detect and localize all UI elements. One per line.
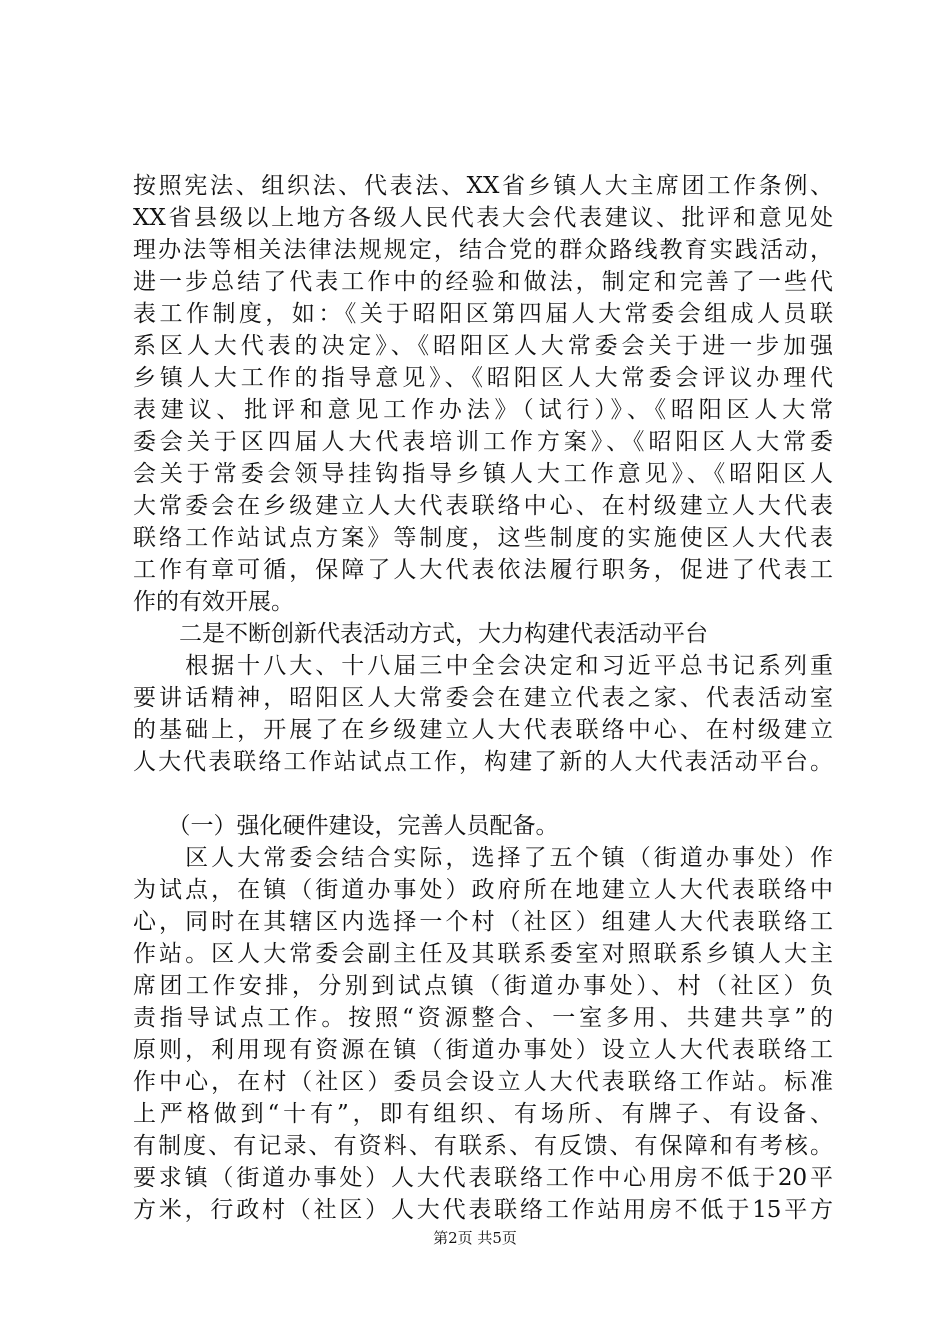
body-line: 系区人大代表的决定》、《昭阳区人大常委会关于进一步加强 <box>133 333 833 359</box>
body-line: 心，同时在其辖区内选择一个村（社区）组建人大代表联络工 <box>133 909 833 935</box>
body-line: 作的有效开展。 <box>133 589 294 615</box>
page-footer: 第2页 共5页 <box>433 1229 517 1247</box>
body-line: 根据十八大、十八届三中全会决定和习近平总书记系列重 <box>133 653 833 679</box>
body-line: 会关于常委会领导挂钩指导乡镇人大工作意见》、《昭阳区人 <box>133 461 833 487</box>
body-line: 要求镇（街道办事处）人大代表联络工作中心用房不低于20平 <box>133 1165 833 1191</box>
body-line: 大常委会在乡级建立人大代表联络中心、在村级建立人大代表 <box>133 493 833 519</box>
body-line: 原则，利用现有资源在镇（街道办事处）设立人大代表联络工 <box>133 1037 833 1063</box>
body-line: 联络工作站试点方案》等制度，这些制度的实施使区人大代表 <box>133 525 833 551</box>
body-line: 乡镇人大工作的指导意见》、《昭阳区人大常委会评议办理代 <box>133 365 833 391</box>
body-line: 表工作制度，如：《关于昭阳区第四届人大常委会组成人员联 <box>133 301 833 327</box>
body-line: 的基础上，开展了在乡级建立人大代表联络中心、在村级建立 <box>133 717 833 743</box>
body-line: 理办法等相关法律法规规定，结合党的群众路线教育实践活动， <box>133 237 833 263</box>
body-line: XX省县级以上地方各级人民代表大会代表建议、批评和意见处 <box>133 205 833 231</box>
body-line: 方米，行政村（社区）人大代表联络工作站用房不低于15平方 <box>133 1197 833 1223</box>
body-line: 进一步总结了代表工作中的经验和做法，制定和完善了一些代 <box>133 269 833 295</box>
body-line: 区人大常委会结合实际，选择了五个镇（街道办事处）作 <box>133 845 833 871</box>
body-line: 人大代表联络工作站试点工作，构建了新的人大代表活动平台。 <box>133 749 833 775</box>
body-line: 有制度、有记录、有资料、有联系、有反馈、有保障和有考核。 <box>133 1133 833 1159</box>
body-line: 按照宪法、组织法、代表法、XX省乡镇人大主席团工作条例、 <box>133 173 833 199</box>
subsection-heading: （一）强化硬件建设，完善人员配备。 <box>133 813 559 839</box>
body-line: 责指导试点工作。按照“资源整合、一室多用、共建共享”的 <box>133 1005 833 1031</box>
body-line: 作站。区人大常委会副主任及其联系委室对照联系乡镇人大主 <box>133 941 833 967</box>
body-line: 委会关于区四届人大代表培训工作方案》、《昭阳区人大常委 <box>133 429 833 455</box>
body-line: 席团工作安排，分别到试点镇（街道办事处）、村（社区）负 <box>133 973 833 999</box>
body-line: 为试点，在镇（街道办事处）政府所在地建立人大代表联络中 <box>133 877 833 903</box>
section-heading: 二是不断创新代表活动方式，大力构建代表活动平台 <box>133 621 708 647</box>
document-body <box>133 170 833 1226</box>
body-line: 作中心，在村（社区）委员会设立人大代表联络工作站。标准 <box>133 1069 833 1095</box>
body-line: 上严格做到“十有”，即有组织、有场所、有牌子、有设备、 <box>133 1101 833 1127</box>
body-line: 工作有章可循，保障了人大代表依法履行职务，促进了代表工 <box>133 557 833 583</box>
body-line: 表建议、批评和意见工作办法》（试行）》、《昭阳区人大常 <box>133 397 833 423</box>
paragraph-gap <box>133 778 833 810</box>
body-line: 要讲话精神，昭阳区人大常委会在建立代表之家、代表活动室 <box>133 685 833 711</box>
